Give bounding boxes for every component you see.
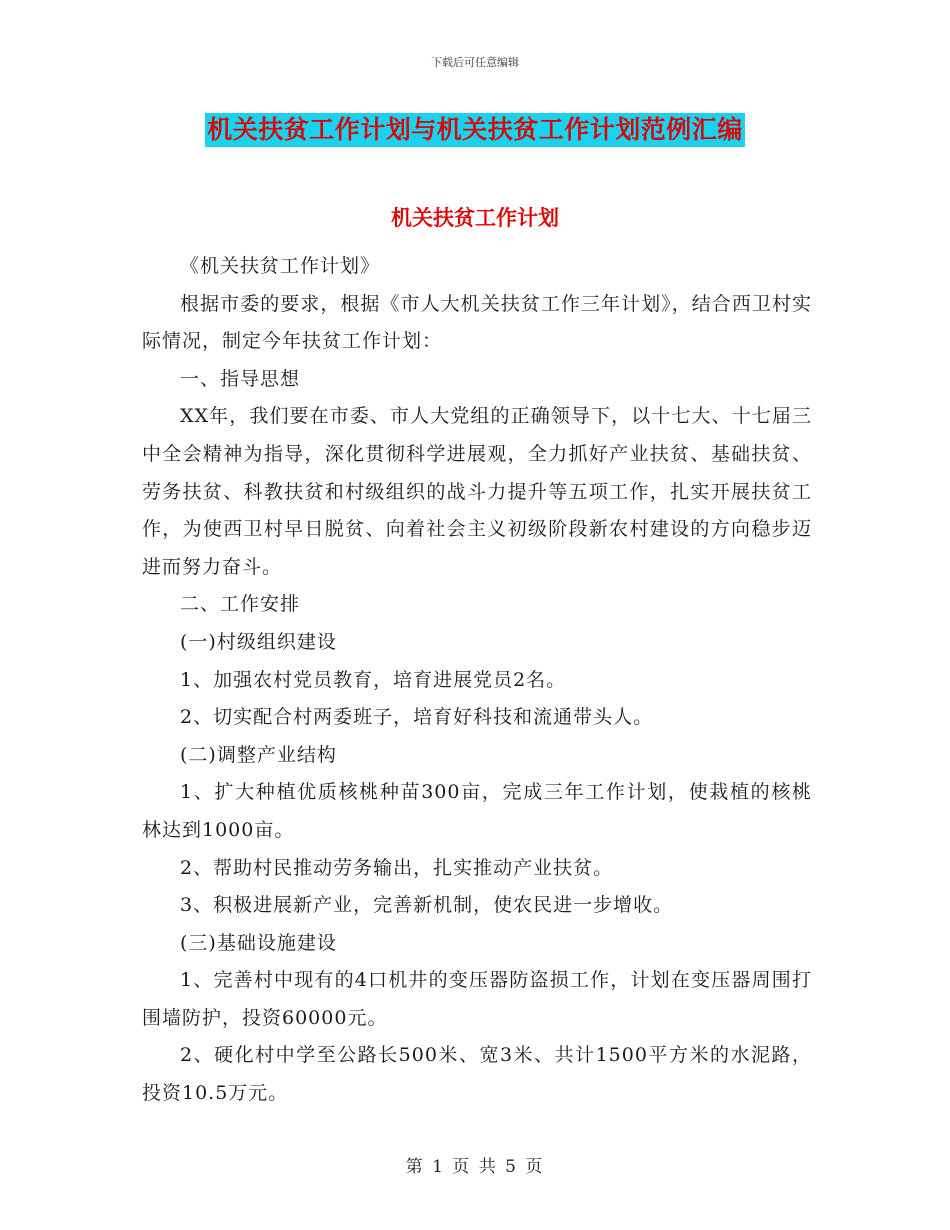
main-title-container bbox=[0, 113, 950, 147]
page-footer: 第 1 页 共 5 页 bbox=[405, 1157, 545, 1177]
list-item: 1、加强农村党员教育，培育进展党员2名。 bbox=[180, 668, 567, 691]
list-item: 1、扩大种植优质核桃种苗300亩，完成三年工作计划，使栽植的核桃林达到1000亩。 bbox=[142, 781, 812, 841]
section-heading: 一、指导思想 bbox=[180, 367, 301, 390]
list-item: 1、完善村中现有的4口机井的变压器防盗损工作，计划在变压器周围打围墙防护，投资60000元。 bbox=[142, 969, 812, 1029]
document-body bbox=[142, 248, 812, 1113]
paragraph: 《机关扶贫工作计划》 bbox=[180, 255, 381, 277]
list-item: 2、切实配合村两委班子，培育好科技和流通带头人。 bbox=[180, 706, 654, 729]
paragraph: 根据市委的要求，根据《市人大机关扶贫工作三年计划》，结合西卫村实际情况，制定今年扶贫工作计划： bbox=[142, 292, 812, 353]
subsection-heading: (二)调整产业结构 bbox=[180, 743, 337, 766]
list-item: 2、帮助村民推动劳务输出，扎实推动产业扶贫。 bbox=[180, 856, 614, 879]
list-item: 3、积极进展新产业，完善新机制，使农民进一步增收。 bbox=[180, 894, 674, 917]
header-note: 下载后可任意编辑 bbox=[431, 56, 519, 69]
subsection-heading: (一)村级组织建设 bbox=[180, 630, 337, 653]
main-title: 机关扶贫工作计划与机关扶贫工作计划范例汇编 bbox=[205, 113, 745, 147]
section-heading: 二、工作安排 bbox=[180, 593, 301, 616]
sub-title: 机关扶贫工作计划 bbox=[391, 206, 559, 230]
paragraph: XX年，我们要在市委、市人大党组的正确领导下，以十七大、十七届三中全会精神为指导，深化贯彻科学进展观，全力抓好产业扶贫、基础扶贫、劳务扶贫、科教扶贫和村级组织的战斗力提升等五项工作，扎实开展扶贫工作，为使西卫村早日脱贫、向着社会主义初级阶段新农村建设的方向稳步迈进而努力奋斗。 bbox=[142, 405, 812, 578]
list-item: 2、硬化村中学至公路长500米、宽3米、共计1500平方米的水泥路，投资10.5万元。 bbox=[142, 1044, 812, 1105]
subsection-heading: (三)基础设施建设 bbox=[180, 931, 337, 954]
